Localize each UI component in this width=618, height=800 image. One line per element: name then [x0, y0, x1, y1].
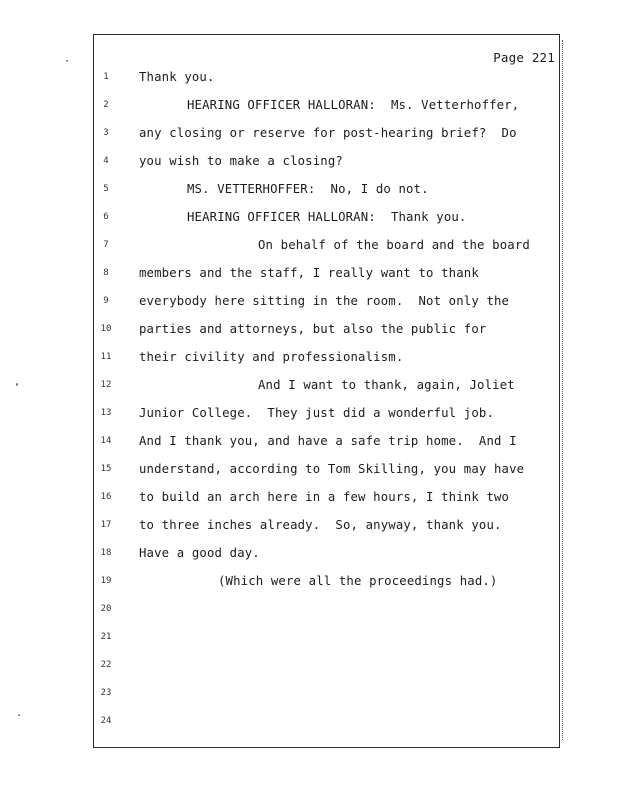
- transcript-line: everybody here sitting in the room. Not only the: [139, 294, 510, 308]
- scan-speck: [16, 383, 18, 386]
- transcript-line: any closing or reserve for post-hearing brief? Do: [139, 126, 517, 140]
- line-number: 20: [100, 604, 112, 614]
- transcript-line: understand, according to Tom Skilling, you may have: [139, 462, 525, 476]
- line-number: 11: [100, 352, 112, 362]
- line-number: 1: [103, 72, 109, 82]
- scan-edge-mark: [562, 40, 563, 740]
- line-number: 16: [100, 492, 112, 502]
- line-number: 13: [100, 408, 112, 418]
- line-number: 21: [100, 632, 112, 642]
- transcript-line: MS. VETTERHOFFER: No, I do not.: [187, 182, 429, 196]
- line-number: 6: [103, 212, 109, 222]
- line-number: 9: [103, 296, 109, 306]
- transcript-line: parties and attorneys, but also the public for: [139, 322, 487, 336]
- line-number: 24: [100, 716, 112, 726]
- line-number: 3: [103, 128, 109, 138]
- transcript-line: (Which were all the proceedings had.): [218, 574, 498, 588]
- transcript-line: And I want to thank, again, Joliet: [258, 378, 515, 392]
- transcript-line: On behalf of the board and the board: [258, 238, 530, 252]
- line-number: 10: [100, 324, 112, 334]
- transcript-line: to three inches already. So, anyway, thank you.: [139, 518, 502, 532]
- transcript-line: members and the staff, I really want to thank: [139, 266, 479, 280]
- transcript-line: you wish to make a closing?: [139, 154, 343, 168]
- transcript-line: HEARING OFFICER HALLORAN: Ms. Vetterhoffer,: [187, 98, 520, 112]
- line-number: 4: [103, 156, 109, 166]
- line-number: 17: [100, 520, 112, 530]
- line-number: 5: [103, 184, 109, 194]
- line-number: 8: [103, 268, 109, 278]
- line-number: 7: [103, 240, 109, 250]
- page-number: Page 221: [493, 50, 555, 65]
- line-number: 15: [100, 464, 112, 474]
- transcript-line: to build an arch here in a few hours, I think two: [139, 490, 510, 504]
- line-number: 23: [100, 688, 112, 698]
- scan-speck: [66, 60, 68, 62]
- transcript-line: Thank you.: [139, 70, 215, 84]
- line-number: 12: [100, 380, 112, 390]
- transcript-line: Junior College. They just did a wonderful job.: [139, 406, 495, 420]
- transcript-line: their civility and professionalism.: [139, 350, 404, 364]
- transcript-line: Have a good day.: [139, 546, 260, 560]
- line-number: 14: [100, 436, 112, 446]
- line-number: 18: [100, 548, 112, 558]
- transcript-line: And I thank you, and have a safe trip home. And I: [139, 434, 517, 448]
- transcript-line: HEARING OFFICER HALLORAN: Thank you.: [187, 210, 467, 224]
- line-number: 19: [100, 576, 112, 586]
- line-number: 2: [103, 100, 109, 110]
- scan-speck: [18, 714, 20, 716]
- line-number: 22: [100, 660, 112, 670]
